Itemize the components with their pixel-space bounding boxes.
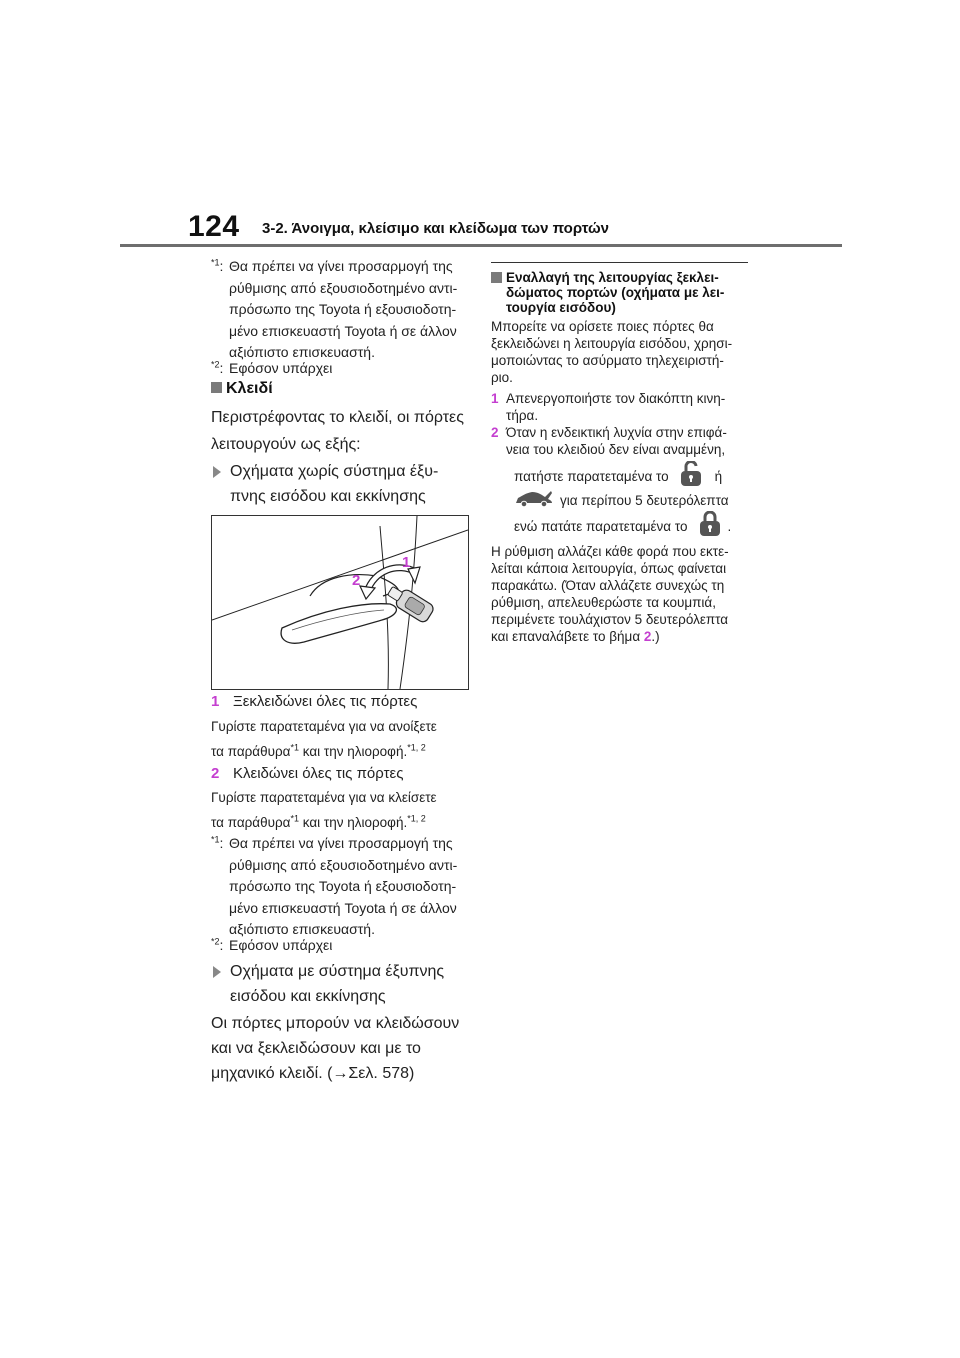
footnote-mark: *1, 2 (407, 813, 426, 824)
paragraph-line: ριο. (491, 370, 513, 385)
footnote-line: μένο επισκευαστή Toyota ή σε άλλον (229, 899, 457, 916)
footnote-line: ρύθμισης από εξουσιοδοτημένο αντι- (229, 279, 458, 296)
paragraph-line: μοποιώντας το ασύρματο τηλεχειριστή- (491, 353, 724, 368)
footnote-line: αξιόπιστο επισκευαστή. (229, 344, 375, 360)
square-bullet-icon (211, 382, 222, 393)
footnote-2-top: $^{*2}$: Εφόσον υπάρχει (211, 358, 473, 380)
footnote-2-bottom: $^{*2}$: Εφόσον υπάρχει (211, 935, 473, 957)
footnote-line: πρόσωπο της Toyota ή εξουσιοδοτη- (229, 878, 457, 894)
step-line: Όταν η ενδεικτική λυχνία στην επιφά- (506, 425, 727, 440)
page-number: 124 (188, 210, 240, 243)
paragraph-line: Οι πόρτες μπορούν να κλειδώσουν (211, 1015, 460, 1032)
footnote-mark: *1 (211, 834, 220, 845)
footnote-1-bottom: $^{*1}$: Θα πρέπει να γίνει προσαρμογή της ρύθμισης από εξουσιοδοτημένο αντι- πρόσωπο της Toyota ή εξουσιοδοτη- μένο επισκευαστή Toyota ή σε άλλον αξιόπιστο επισκευαστή. (211, 833, 473, 941)
step-2 (211, 765, 403, 782)
footnote-text: Εφόσον υπάρχει (229, 360, 333, 376)
right-step-1 (491, 390, 753, 424)
footnote-mark: *1, 2 (407, 742, 426, 753)
right-step-2 (491, 424, 753, 458)
footnote-line: μένο επισκευαστή Toyota ή σε άλλον (229, 322, 457, 339)
step-number: 1 (211, 693, 220, 710)
key-heading (211, 380, 273, 398)
footnote-mark: *1 (211, 257, 220, 268)
paragraph-line: λείται κάποια λειτουργία, όπως φαίνεται (491, 561, 727, 576)
paragraph-line: λειτουργούν ως εξής: (211, 436, 361, 453)
step-line: Απενεργοποιήστε τον διακόπτη κινη- (506, 391, 726, 406)
trunk-button-line (514, 489, 754, 511)
step-text: Κλειδώνει όλες τις πόρτες (233, 765, 404, 782)
subheading-line: πνης εισόδου και εκκίνησης (230, 488, 426, 505)
footnote-mark: *1 (290, 742, 299, 753)
figure-label-2: 2 (352, 572, 361, 589)
paragraph-line: Η ρύθμιση αλλάζει κάθε φορά που εκτε- (491, 544, 729, 559)
step-2-description (211, 787, 473, 834)
subheading-no-smart-entry (213, 460, 475, 509)
step-line: τήρα. (506, 408, 539, 423)
subheading-line: εισόδου και εκκίνησης (230, 988, 386, 1005)
step-line: νεια του κλειδιού δεν είναι αναμμένη, (506, 442, 726, 457)
paragraph-line: και να ξεκλειδώσουν και με το (211, 1040, 421, 1057)
description-text: τα παράθυρα (211, 744, 291, 759)
right-heading (491, 270, 753, 315)
paragraph-text: .) (651, 629, 660, 644)
heading-line: δώματος πορτών (οχήματα με λει- (506, 285, 725, 300)
triangle-bullet-icon (213, 466, 221, 478)
square-bullet-icon (491, 272, 502, 283)
step-text: Ξεκλειδώνει όλες τις πόρτες (233, 693, 418, 710)
key-heading-text: Κλειδί (226, 380, 273, 397)
lock-icon (698, 511, 722, 541)
page-reference-link[interactable]: Σελ. 578) (348, 1065, 415, 1082)
instruction-text: ενώ πατάτε παρατεταμένα το (514, 518, 688, 534)
arrow-right-icon: → (332, 1065, 349, 1082)
paragraph-line: Περιστρέφοντας το κλειδί, οι πόρτες (211, 409, 464, 426)
footnote-mark: *1 (290, 813, 299, 824)
press-unlock-line (514, 462, 754, 490)
section-title: 3-2. Άνοιγμα, κλείσιμο και κλείδωμα των πορτών (262, 220, 609, 237)
footnote-line: Θα πρέπει να γίνει προσαρμογή της (229, 835, 453, 851)
step-number: 1 (491, 391, 499, 406)
figure-label-1: 1 (402, 554, 411, 571)
triangle-bullet-icon (213, 966, 221, 978)
subheading-smart-entry (213, 960, 475, 1009)
step-number: 2 (491, 425, 499, 440)
footnote-1-top: $^{*1}$: Θα πρέπει να γίνει προσαρμογή της ρύθμισης από εξουσιοδοτημένο αντι- πρόσωπο της Toyota ή εξουσιοδοτη- μένο επισκευαστή Toyota ή σε άλλον αξιόπιστο επισκευαστή. (211, 256, 473, 364)
right-intro (491, 318, 753, 386)
instruction-text: . (727, 518, 732, 534)
footnote-line: πρόσωπο της Toyota ή εξουσιοδοτη- (229, 301, 457, 317)
unlock-icon (679, 461, 703, 491)
footnote-line: αξιόπιστο επισκευαστή. (229, 921, 375, 937)
step-number: 2 (211, 765, 220, 782)
footnote-text: Εφόσον υπάρχει (229, 937, 333, 953)
instruction-text: ή (714, 468, 723, 484)
paragraph-line: ξεκλειδώνει η λειτουργία εισόδου, χρησι- (491, 336, 733, 351)
description-line: Γυρίστε παρατεταμένα για να κλείσετε (211, 790, 437, 805)
paragraph-text: και επαναλάβετε το βήμα (491, 629, 644, 644)
step-reference: 2 (643, 629, 652, 644)
paragraph-line: περιμένετε τουλάχιστον 5 δευτερόλεπτα (491, 612, 729, 627)
instruction-text: για περίπου 5 δευτερόλεπτα (560, 492, 729, 508)
step-1 (211, 693, 417, 710)
paragraph-line: παρακάτω. (Όταν αλλάζετε συνεχώς τη (491, 578, 725, 593)
right-column-rule (491, 262, 748, 263)
mechanical-key-paragraph (211, 1011, 473, 1086)
instruction-text: πατήστε παρατεταμένα το (514, 468, 669, 484)
description-text: τα παράθυρα (211, 815, 291, 830)
description-text: και την ηλιοροφή. (299, 744, 408, 759)
footnote-mark: *2 (211, 359, 220, 370)
paragraph-text: μηχανικό κλειδί. ( (211, 1065, 333, 1082)
while-lock-line (514, 512, 754, 540)
description-line: Γυρίστε παρατεταμένα για να ανοίξετε (211, 719, 437, 734)
key-intro (211, 406, 473, 457)
key-rotation-figure (211, 515, 469, 690)
footnote-line: ρύθμισης από εξουσιοδοτημένο αντι- (229, 856, 458, 873)
right-outro (491, 543, 753, 645)
subheading-line: Οχήματα χωρίς σύστημα έξυ- (230, 463, 439, 480)
description-text: και την ηλιοροφή. (299, 815, 408, 830)
paragraph-line: Μπορείτε να ορίσετε ποιες πόρτες θα (491, 319, 714, 334)
footnote-line: Θα πρέπει να γίνει προσαρμογή της (229, 258, 453, 274)
footnote-mark: *2 (211, 936, 220, 947)
heading-line: Εναλλαγή της λειτουργίας ξεκλει- (506, 270, 719, 285)
trunk-open-car-icon (514, 489, 554, 511)
paragraph-line: ρύθμιση, απελευθερώστε τα κουμπιά, (491, 595, 716, 610)
subheading-line: Οχήματα με σύστημα έξυπνης (230, 963, 445, 980)
header-rule (120, 244, 842, 247)
heading-line: τουργία εισόδου) (506, 300, 616, 315)
step-1-description (211, 716, 473, 763)
